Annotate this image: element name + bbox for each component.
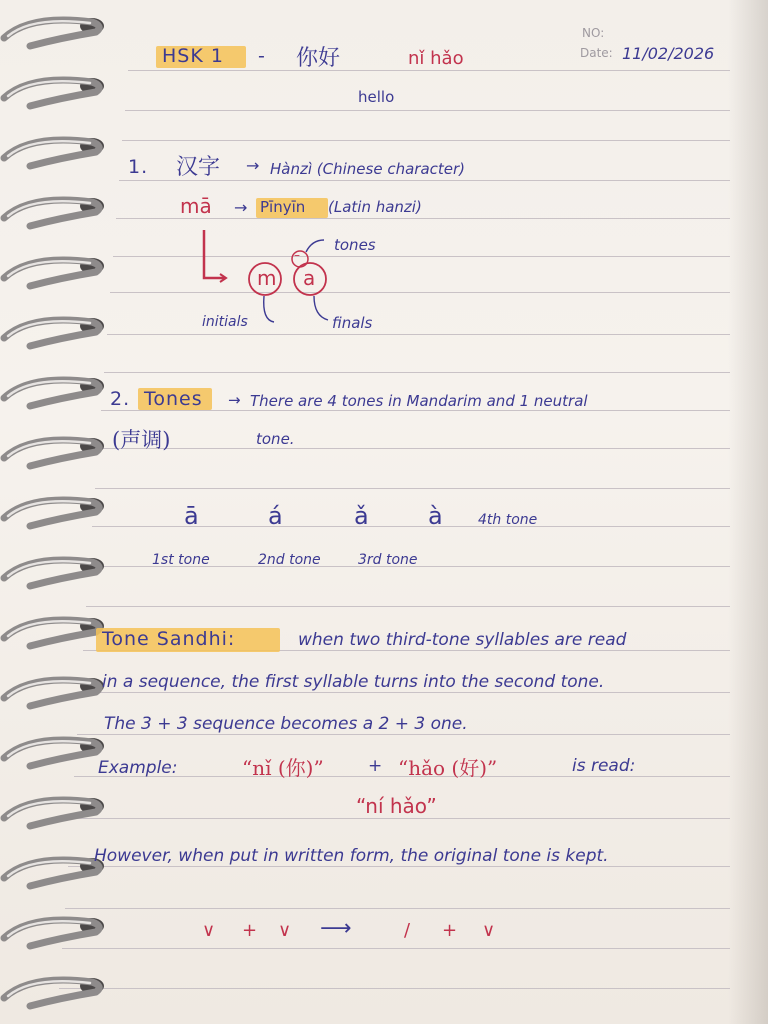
- example-ni: “nǐ (你)”: [242, 756, 324, 780]
- no-label: NO:: [582, 26, 605, 40]
- tones-label: tones: [334, 236, 376, 254]
- coil-wire: [4, 980, 99, 1006]
- coil-wire: [4, 140, 99, 166]
- spiral-ring: [0, 548, 110, 592]
- tone1-char: ā: [184, 502, 199, 530]
- spiral-ring: [0, 308, 110, 352]
- section2-number: 2.: [110, 388, 131, 410]
- page-shadow: [728, 0, 768, 1024]
- coil-wire: [4, 440, 99, 466]
- coil-wire: [4, 800, 99, 826]
- ruled-line: [80, 692, 730, 693]
- pinyin-word: Pīnyīn: [260, 198, 306, 216]
- however-note: However, when put in written form, the original tone is kept.: [94, 846, 609, 866]
- ruled-line: [59, 988, 730, 989]
- ruled-line: [98, 448, 730, 449]
- example-hao: “hǎo (好)”: [398, 756, 498, 780]
- finals-arrow: [314, 296, 328, 320]
- title-hanzi: 你好: [296, 46, 341, 71]
- spiral-ring: [0, 788, 110, 832]
- hsk-level: HSK 1: [162, 45, 224, 67]
- example-label: Example:: [98, 758, 178, 778]
- ruled-line: [62, 948, 730, 949]
- ruled-line: [71, 818, 730, 819]
- tone1-label: 1st tone: [152, 552, 210, 568]
- coil-wire: [4, 620, 99, 646]
- spiral-ring: [0, 428, 110, 472]
- date-label: Date:: [580, 46, 613, 60]
- spiral-ring: [0, 908, 110, 952]
- ruled-line: [122, 140, 730, 141]
- coil-wire: [4, 200, 99, 226]
- spiral-ring: [0, 68, 110, 112]
- date-value: 11/02/2026: [622, 44, 715, 63]
- spiral-ring: [0, 188, 110, 232]
- spiral-ring: [0, 728, 110, 772]
- coil-wire: [4, 20, 99, 46]
- coil-wire: [4, 920, 99, 946]
- spiral-ring: [0, 608, 110, 652]
- tone4-label: 4th tone: [478, 512, 538, 528]
- sandhi-line2: in a sequence, the first syllable turns into the second tone.: [102, 672, 605, 692]
- ma-example: mā: [180, 194, 212, 218]
- title-meaning: hello: [358, 88, 395, 106]
- coil-wire: [4, 260, 99, 286]
- tones-arrow: [306, 240, 324, 252]
- tone2-label: 2nd tone: [258, 552, 321, 568]
- tone2-char: á: [268, 502, 283, 530]
- tones-text-line1: There are 4 tones in Mandarim and 1 neutral: [250, 392, 588, 410]
- hanzi-definition: Hànzì (Chinese character): [270, 160, 466, 178]
- sandhi-line1: when two third-tone syllables are read: [298, 630, 627, 650]
- coil-wire: [4, 80, 99, 106]
- section1-number: 1.: [128, 156, 149, 178]
- tone4-char: à: [428, 502, 443, 530]
- coil-wire: [4, 380, 99, 406]
- coil-wire: [4, 740, 99, 766]
- ruled-line: [101, 410, 730, 411]
- example-plus: +: [368, 756, 383, 776]
- tones-text-line2: tone.: [256, 430, 295, 448]
- tone-mark: –: [294, 248, 300, 262]
- pinyin-arrow: →: [234, 198, 248, 217]
- ruled-line: [116, 218, 730, 219]
- spiral-ring: [0, 248, 110, 292]
- finals-label: finals: [332, 314, 373, 332]
- formula-v3: ∨: [482, 920, 496, 941]
- coil-wire: [4, 500, 99, 526]
- section1-hanzi: 汉字: [176, 155, 221, 180]
- tones-hanzi: (声调): [112, 428, 171, 452]
- ruled-line: [125, 110, 730, 111]
- tone3-char: ǎ: [354, 502, 369, 530]
- coil-wire: [4, 860, 99, 886]
- ruled-line: [95, 488, 730, 489]
- coil-wire: [4, 680, 99, 706]
- formula-v1: ∨: [202, 920, 216, 941]
- formula-arrow: ⟶: [320, 916, 352, 941]
- spiral-ring: [0, 668, 110, 712]
- ruled-line: [128, 70, 730, 71]
- final-letter: a: [303, 266, 316, 290]
- formula-acute: /: [404, 920, 411, 941]
- spiral-ring: [0, 968, 110, 1012]
- example-result: “ní hǎo”: [356, 794, 437, 818]
- coil-wire: [4, 560, 99, 586]
- sandhi-heading: Tone Sandhi:: [102, 628, 236, 650]
- spiral-ring: [0, 368, 110, 412]
- tones-arrow: →: [228, 391, 241, 409]
- tone3-label: 3rd tone: [358, 552, 418, 568]
- example-is-read: is read:: [572, 756, 636, 776]
- initial-letter: m: [257, 266, 277, 290]
- formula-plus1: +: [242, 920, 258, 941]
- initials-arrow: [264, 296, 274, 322]
- title-pinyin: nǐ hǎo: [408, 48, 464, 69]
- coil-wire: [4, 320, 99, 346]
- ruled-line: [77, 734, 730, 735]
- tones-heading: Tones: [144, 388, 203, 410]
- red-corner-arrow: [204, 230, 224, 278]
- spiral-ring: [0, 8, 110, 52]
- pinyin-definition: (Latin hanzi): [328, 198, 422, 216]
- spiral-ring: [0, 128, 110, 172]
- spiral-ring: [0, 488, 110, 532]
- initials-label: initials: [202, 314, 248, 330]
- title-dash: -: [258, 45, 266, 67]
- hanzi-arrow: →: [246, 156, 260, 175]
- formula-v2: ∨: [278, 920, 292, 941]
- ruled-line: [86, 606, 730, 607]
- ruled-line: [65, 908, 730, 909]
- ruled-line: [68, 866, 730, 867]
- sandhi-line3: The 3 + 3 sequence becomes a 2 + 3 one.: [104, 714, 468, 734]
- ruled-line: [104, 372, 730, 373]
- formula-plus2: +: [442, 920, 458, 941]
